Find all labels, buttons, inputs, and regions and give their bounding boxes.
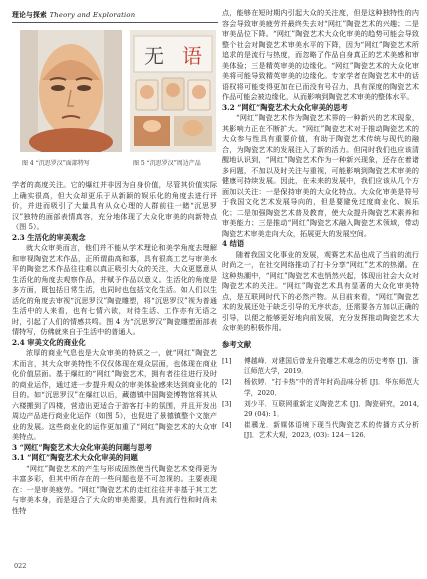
section-heading: 3 “网红”陶瓷艺术大众化审美的问题与思考 <box>12 442 153 452</box>
reference-text: 傅越峰．对建国后曾龙升瓷雕艺术观念的历史考察 [J]．浙江师范大学，2019． <box>244 357 419 376</box>
right-column <box>222 8 419 442</box>
reference-number: [1] <box>222 357 232 365</box>
paragraph: 浓厚的商业气息也是大众审美的特质之一，就“网红”陶瓷艺术而言，其大众审美特性不仅仅体现在观众层面，也体现在商业化价值层面。基于爆红的“网红”陶瓷艺术，拥有者往往进行及时的商业运作，通过进一步提升观众的审美体验感来达到商业化的目的。如“沉思罗汉”在爆红以后，藏德镇中国陶瓷博物馆将其从六楼搬到了四楼，营造出更适合于游客打卡的氛围，并且开发出周边产品进行商业化运作（如图 5），也促进了景德镇整个文旅产业的发展。这些商业化的运作更加重了“网红”陶瓷艺术的大众审美特点。 <box>12 348 217 441</box>
paragraph: 点，能够在短时期内引起大众的关注度，但是这种独特性的内容会导致审美疲劳并最终失去对“网红”陶瓷艺术的兴趣；二是审美品位下降。“网红”陶瓷艺术大众化审美的趋势可能会导致整个社会对陶瓷艺术审美水平的下降，因为“网红”陶瓷艺术所追求的是流行与热度，而忽略了作品自身真正的艺术美感和审美体验；三是精英审美的边缘化。“网红”陶瓷艺术的大众化审美将可能导致精英审美的边缘化。专家学者在陶瓷艺术中的话语权将可能变得更加在已而没有号召力，具有深度的陶瓷艺术作品可能会被边缘化，从而影响到陶瓷艺术审美的整体水平。 <box>222 8 419 101</box>
figure-5-caption: 图 5 “沉思罗汉”周边产品 <box>133 160 201 167</box>
section-heading: 4 结语 <box>222 239 245 248</box>
figure-4-caption: 图 4 “沉思罗汉”面部特写 <box>22 160 90 167</box>
reference-item <box>222 377 419 397</box>
reference-item <box>222 356 419 376</box>
paragraph: 学者的高度关注。它的爆红并非因为自身价值，尽管其价值实际上确实很高，但大众却更乐于从新颖的娱乐化的角度去进行评价，并进而吸引了大量具有从众心理的人群前往一睹“沉思罗汉”独特的面部表情真容，充分地体现了大众化审美的向新特点（图 5）。 <box>12 180 217 231</box>
references-heading: 参考文献 <box>222 339 252 349</box>
figure-5-photo <box>130 30 216 152</box>
reference-text: 崔骥龙．新媒体语境下现当代陶瓷艺术的传播方式分析 [J]．艺术大观，2023, (03): 124－126． <box>244 421 419 440</box>
paragraph: “网红”陶瓷艺术的产生与形成固然使当代陶瓷艺术变得更为丰富多彩，但其中所存在的一些问题也是不可忽视的。主要表现在：一是审美疲劳。“网红”陶瓷艺术的走红往往并非基于其工艺与审美本身，而是迎合了大众的审美需要，具有流行性和时尚未性特 <box>12 463 217 515</box>
reference-text: 杨依婷．“打卡热”中的青年时尚品味分析 [J]．华东师范大学，2020． <box>244 378 419 397</box>
paragraph: 就大众审美而言，他们并不能从学术理论和美学角度去理解和审视陶瓷艺术作品，正所谓曲高和寡，具有很高工艺与审美水平的陶瓷艺术作品往往难以真正吸引大众的关注，大众更愿意从生活化的角度去观察作品，并赋予作品以意义。生活化的角度是多方面，既包括日常生活，也同时也包括文化生活。如人们以生活化的角度去审视“沉思罗汉”陶瓷雕塑，将“沉思罗汉”视为普通生活中的人来看，也有七情六欲，对待生活、工作亦有无语之时，引起了人们的情感共鸣。图 4 为“沉思罗汉”陶瓷雕塑面部表情特写，仿佛就来自于生活中的普通人。 <box>12 243 217 336</box>
reference-list <box>222 356 419 441</box>
reference-text: 刘少平．互联网重新定义陶瓷艺术 [J]．陶瓷研究，2014, 29 (04): 1． <box>244 399 419 419</box>
section-heading: 3.2 “网红”陶瓷艺术大众化审美的思考 <box>222 102 348 112</box>
section-heading: 2.3 生活化的审美观念 <box>12 232 86 242</box>
reference-item <box>222 399 419 419</box>
figure-4-photo <box>20 30 122 152</box>
page-number: 022 <box>14 562 27 570</box>
reference-number: [3] <box>222 399 232 408</box>
section-heading: 2.4 审美文化的商业化 <box>12 337 86 347</box>
left-column <box>12 180 217 516</box>
reference-number: [4] <box>222 421 232 430</box>
reference-number: [2] <box>222 378 232 387</box>
running-header <box>12 9 135 19</box>
paragraph: “网红”陶瓷艺术作为陶瓷艺术界的一种新兴的艺术现象，其影响力正在不断扩大。“网红”陶瓷艺术对于推动陶瓷艺术的大众参与性具有重要价值，有助于陶瓷艺术传统与现代的融合，为陶瓷艺术的发展注入了新的活力。但同时我们也应该清醒地认识到，“网红”陶瓷艺术作为一种新兴现象，还存在着诸多问题，不加以及时关注与重视，可能影响到陶瓷艺术审美的健康可持续发展。因此，在未来的发展中，我们应该从几个方面加以关注：一是保持审美的大众化特点。大众化审美是符号于我国文化艺术发展导向的，但是要避免过度商业化、娱乐化；二是加强陶瓷艺术普及教育，使大众提升陶瓷艺术素养和审美能力；三是推动“网红”陶瓷艺术融入陶瓷艺术领域，带动陶瓷艺术审美走向大众，拓展更大的发展空间。 <box>222 113 419 238</box>
header-rule <box>12 22 218 23</box>
paragraph: 随着我国文化事业的发展，观赛艺术品也成了当前的流行时尚之一，在社交网络推动了打卡分享“网红”艺术的热潮。在这种热潮中，“网红”陶瓷艺术也悄然兴起，体现出社会大众对陶瓷艺术的关注。“网红”陶瓷艺术具有显著的大众化审美特点，是互联网时代下的必然产物。从目前来看，“网红”陶瓷艺术的发展还处于缺乏引导的无序状态，还需要各方加以正确的引导，以便之能够更好地向前发展，充分发挥推动陶瓷艺术大众审美的积极作用。 <box>222 249 419 332</box>
header-subtitle: Theory and Exploration <box>49 11 136 19</box>
reference-item <box>222 420 419 440</box>
header-title: 理论与探索 <box>12 11 47 19</box>
svg-text:无: 无 <box>144 44 164 68</box>
section-heading: 3.1 “网红”陶瓷艺术大众化审美的问题 <box>12 453 138 462</box>
svg-text:语: 语 <box>182 44 202 68</box>
